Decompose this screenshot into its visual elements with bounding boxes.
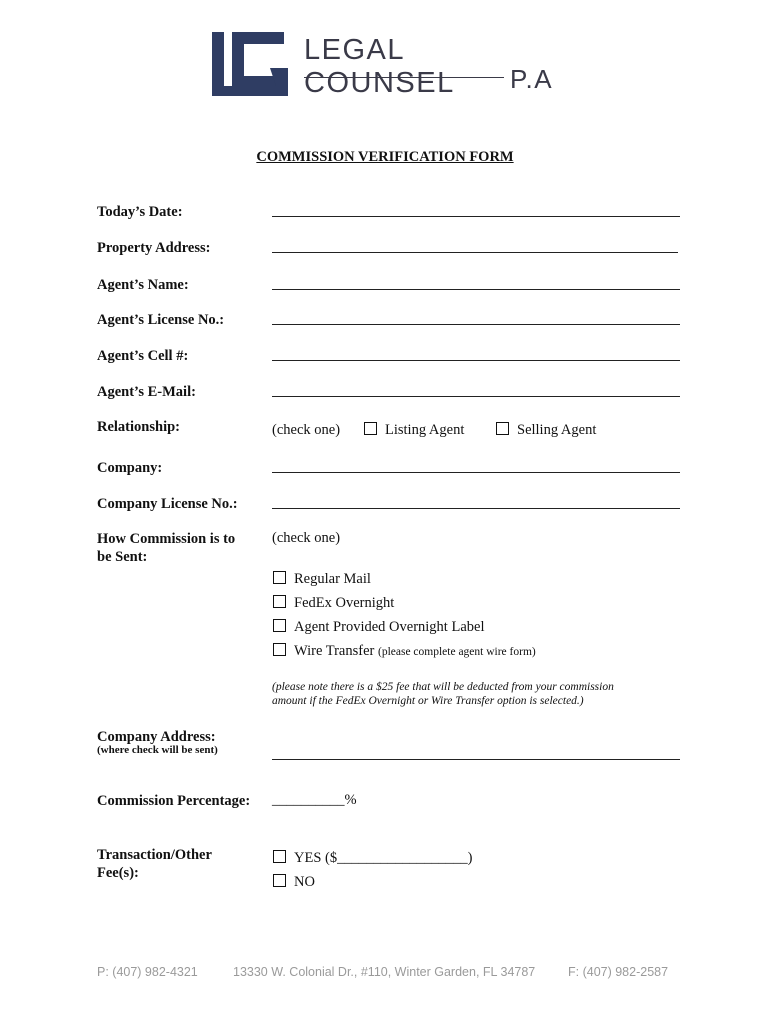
fee-note: [272, 680, 692, 708]
agent-license-field[interactable]: [272, 324, 680, 325]
company-license-label: Company License No.:: [97, 496, 238, 512]
company-license-field[interactable]: [272, 508, 680, 509]
agent-cell-field[interactable]: [272, 360, 680, 361]
footer-phone: P: (407) 982-4321: [97, 965, 198, 979]
fedex-overnight-label: FedEx Overnight: [294, 595, 395, 611]
todays-date-field[interactable]: [272, 216, 680, 217]
agent-cell-label: Agent’s Cell #:: [97, 348, 189, 364]
regular-mail-checkbox[interactable]: [273, 571, 286, 584]
footer-fax: F: (407) 982-2587: [568, 965, 669, 979]
company-label: Company:: [97, 460, 163, 476]
regular-mail-option[interactable]: [273, 571, 371, 588]
fedex-overnight-checkbox[interactable]: [273, 595, 286, 608]
agent-label-option[interactable]: [273, 619, 484, 636]
fedex-overnight-option[interactable]: [273, 595, 394, 612]
wire-transfer-option[interactable]: [273, 643, 536, 660]
transaction-fees-line-1: Transaction/Other: [97, 847, 212, 863]
delivery-check-one: (check one): [272, 530, 341, 546]
lc-monogram-icon: [212, 30, 292, 100]
agent-label-checkbox[interactable]: [273, 619, 286, 632]
relationship-check-one: (check one): [272, 422, 341, 438]
commission-percentage-label: Commission Percentage:: [97, 793, 251, 809]
company-address-field[interactable]: [272, 759, 680, 760]
form-title: COMMISSION VERIFICATION FORM: [256, 149, 514, 165]
relationship-label: Relationship:: [97, 419, 180, 435]
how-commission-line-2: be Sent:: [97, 549, 148, 565]
selling-agent-label: Selling Agent: [517, 422, 597, 438]
regular-mail-label: Regular Mail: [294, 571, 371, 587]
fees-yes-option[interactable]: [273, 850, 472, 867]
fee-note-line-1: (please note there is a $25 fee that will be deducted from your commission: [272, 681, 614, 693]
company-field[interactable]: [272, 472, 680, 473]
agent-license-label: Agent’s License No.:: [97, 312, 225, 328]
footer-address: 13330 W. Colonial Dr., #110, Winter Garden, FL 34787: [233, 965, 536, 979]
fees-yes-checkbox[interactable]: [273, 850, 286, 863]
fees-no-option[interactable]: [273, 874, 315, 891]
logo-name: LEGAL COUNSEL: [304, 34, 455, 99]
logo-suffix: P.A: [510, 64, 554, 94]
company-address-label: Company Address:: [97, 729, 216, 745]
property-address-label: Property Address:: [97, 240, 211, 256]
agent-name-field[interactable]: [272, 289, 680, 290]
fees-no-label: NO: [294, 874, 315, 890]
how-commission-line-1: How Commission is to: [97, 531, 236, 547]
agent-email-field[interactable]: [272, 396, 680, 397]
listing-agent-option[interactable]: [364, 422, 464, 439]
todays-date-label: Today’s Date:: [97, 204, 183, 220]
fees-yes-label: YES ($__________________): [294, 850, 473, 866]
property-address-field[interactable]: [272, 252, 678, 253]
wire-transfer-checkbox[interactable]: [273, 643, 286, 656]
listing-agent-label: Listing Agent: [385, 422, 465, 438]
transaction-fees-label: [97, 846, 212, 882]
company-address-note: (where check will be sent): [97, 744, 218, 756]
selling-agent-checkbox[interactable]: [496, 422, 509, 435]
agent-email-label: Agent’s E-Mail:: [97, 384, 196, 400]
how-commission-label: [97, 530, 235, 566]
agent-name-label: Agent’s Name:: [97, 277, 189, 293]
selling-agent-option[interactable]: [496, 422, 596, 439]
fees-no-checkbox[interactable]: [273, 874, 286, 887]
company-logo: [212, 30, 562, 100]
logo-rule: [304, 77, 504, 78]
listing-agent-checkbox[interactable]: [364, 422, 377, 435]
fee-note-line-2: amount if the FedEx Overnight or Wire Transfer option is selected.): [272, 695, 584, 707]
commission-percentage-field[interactable]: __________%: [272, 792, 357, 808]
wire-transfer-note: (please complete agent wire form): [377, 646, 536, 658]
transaction-fees-line-2: Fee(s):: [97, 865, 139, 881]
agent-label-label: Agent Provided Overnight Label: [294, 619, 485, 635]
wire-transfer-label: Wire Transfer: [294, 643, 375, 659]
